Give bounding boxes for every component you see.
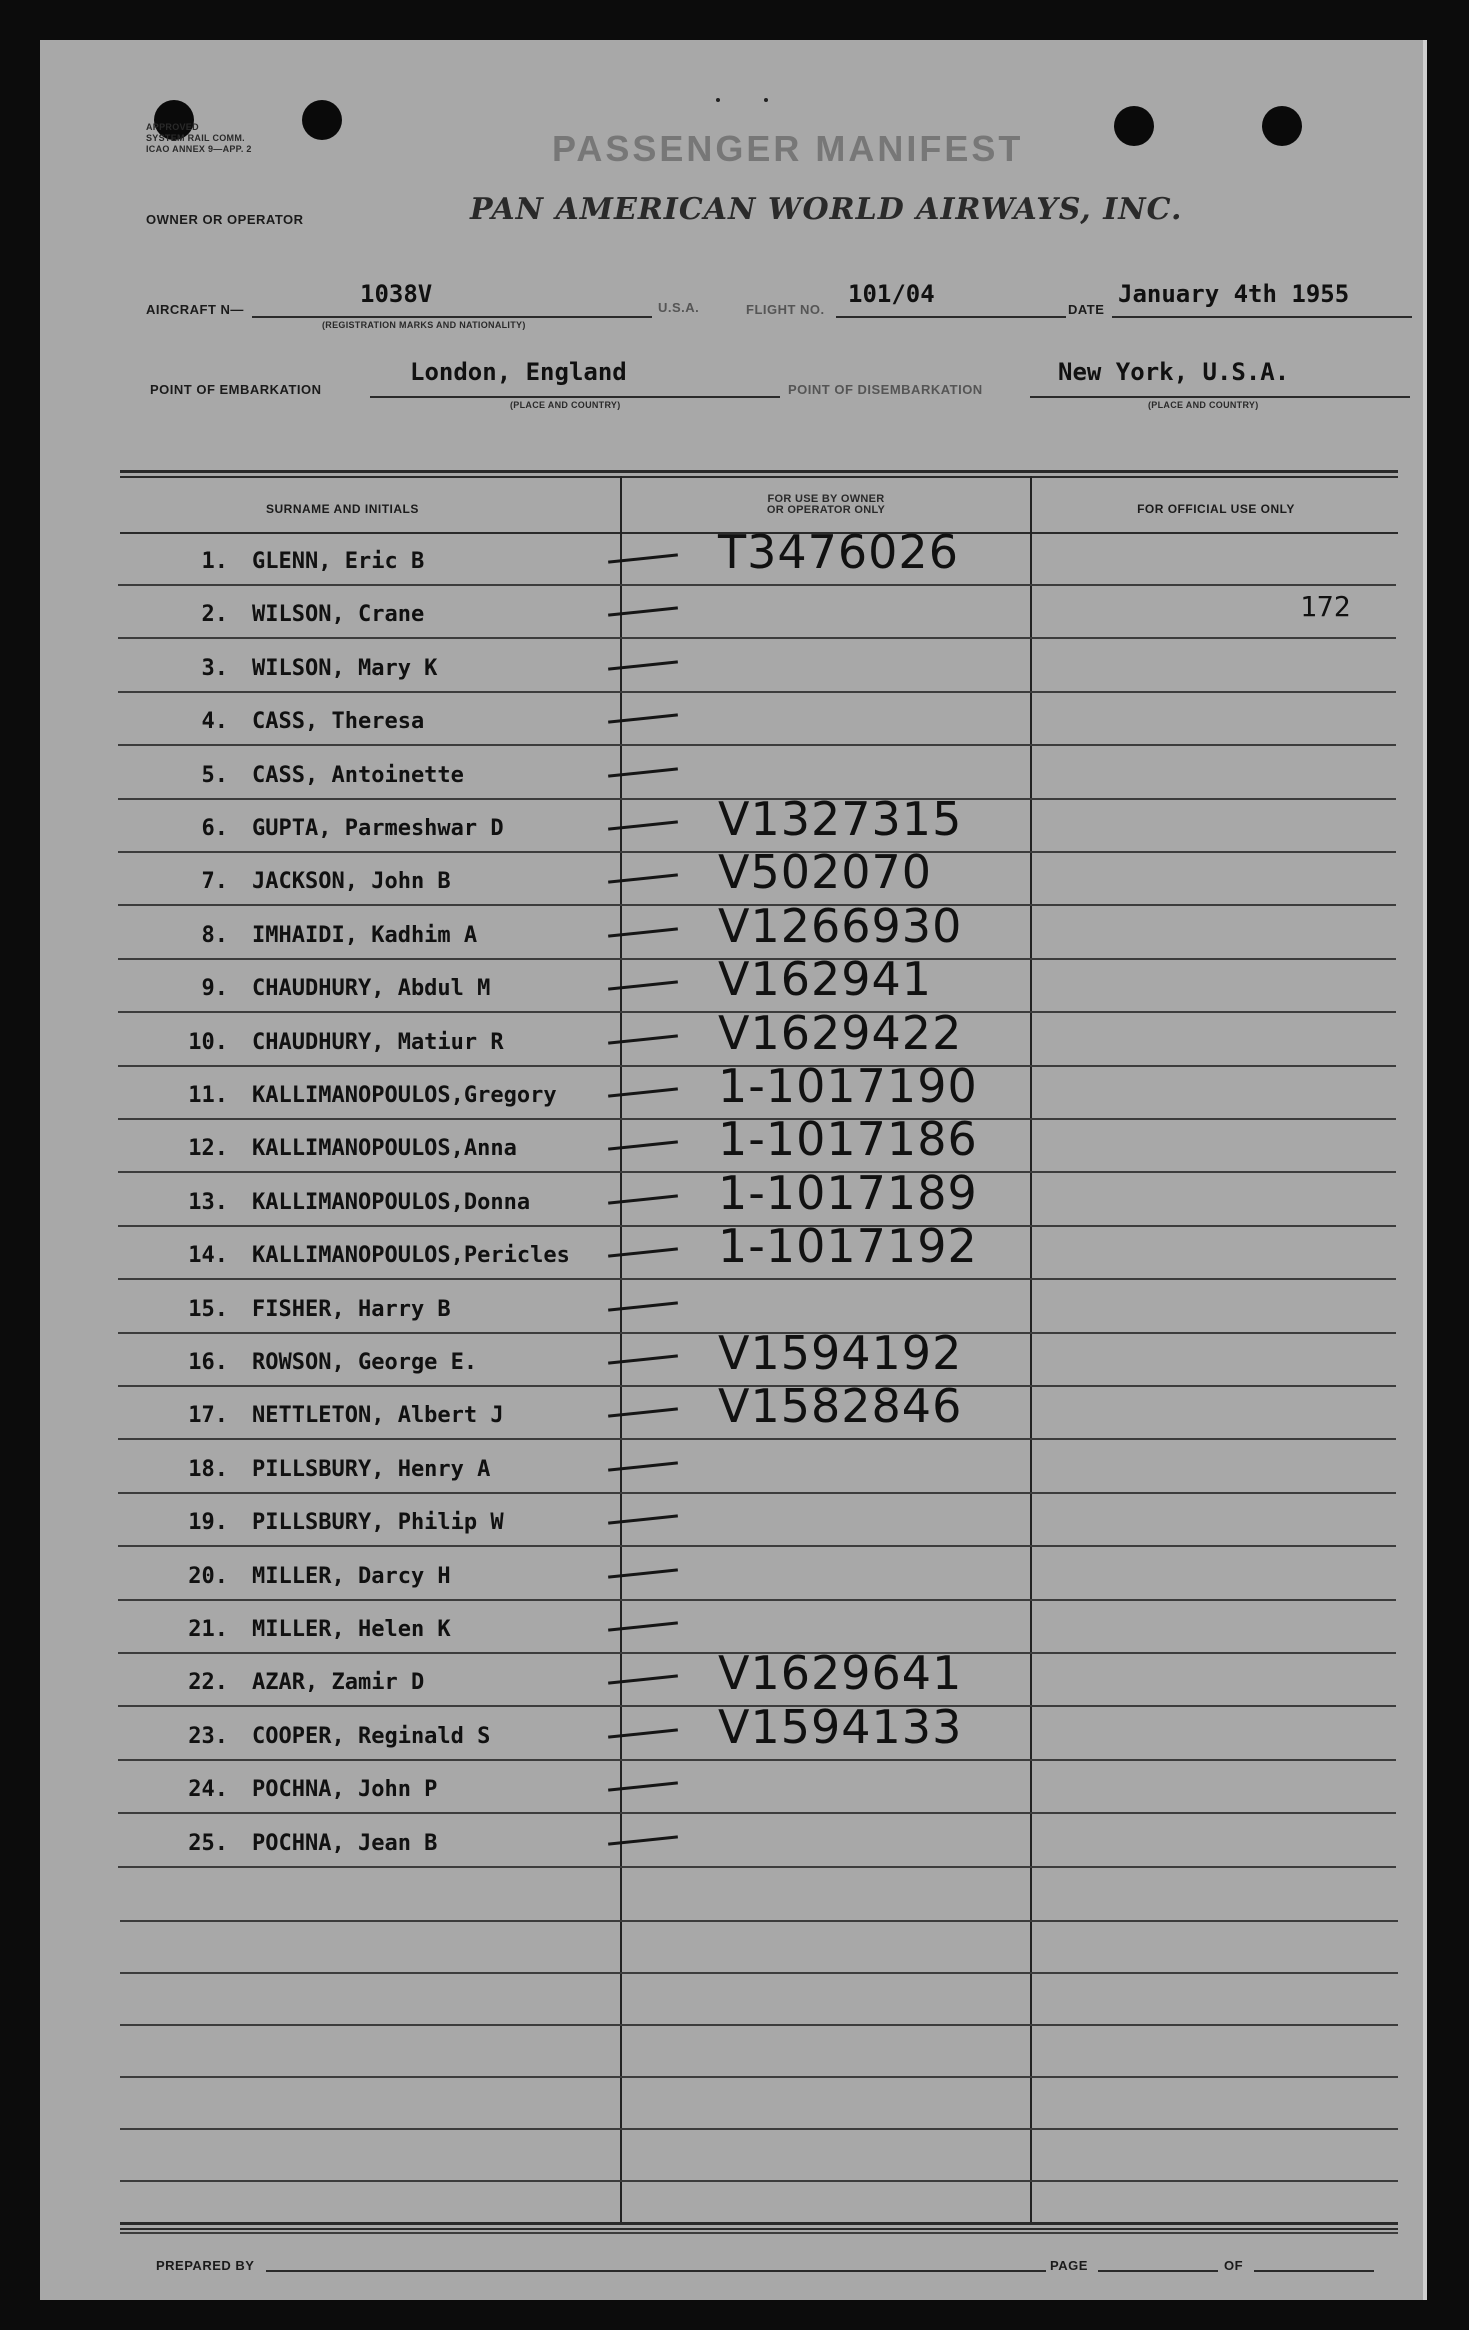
tick-mark — [608, 1354, 678, 1364]
passenger-name: KALLIMANOPOULOS,Donna — [252, 1189, 531, 1215]
passenger-number: 15. — [188, 1296, 228, 1322]
date-label: DATE — [1068, 302, 1105, 317]
tick-mark — [608, 1034, 678, 1044]
punch-hole-icon — [1262, 106, 1302, 146]
blank-rule — [120, 2024, 1398, 2026]
of-label: OF — [1224, 2258, 1244, 2273]
passenger-number: 13. — [188, 1189, 228, 1215]
blank-rule — [120, 2076, 1398, 2078]
passenger-row — [118, 1815, 1396, 1868]
ticket-number-handwritten: V1327315 — [718, 792, 963, 846]
passenger-name: WILSON, Crane — [252, 602, 425, 628]
tick-mark — [608, 714, 678, 724]
blank-rule — [120, 2232, 1398, 2234]
passenger-name: POCHNA, John P — [252, 1777, 438, 1803]
column-header-official: FOR OFFICIAL USE ONLY — [1137, 502, 1295, 516]
passenger-number: 4. — [201, 709, 228, 735]
punch-hole-icon — [302, 100, 342, 140]
blank-rule — [120, 1920, 1398, 1922]
tick-mark — [608, 820, 678, 830]
tick-mark — [608, 1568, 678, 1578]
tick-mark — [608, 553, 678, 563]
tick-mark — [608, 1835, 678, 1845]
usa-label: U.S.A. — [658, 300, 700, 315]
disembark-value: New York, U.S.A. — [1058, 358, 1290, 386]
passenger-name: NETTLETON, Albert J — [252, 1403, 504, 1429]
passenger-name: ROWSON, George E. — [252, 1350, 478, 1375]
passenger-number: 1. — [201, 549, 228, 574]
disembark-sub: (PLACE AND COUNTRY) — [1148, 400, 1259, 410]
passenger-number: 2. — [201, 602, 228, 628]
passenger-name: FISHER, Harry B — [252, 1296, 451, 1322]
tick-mark — [608, 1141, 678, 1151]
column-header-surname: SURNAME AND INITIALS — [266, 502, 419, 516]
passenger-name: AZAR, Zamir D — [252, 1670, 425, 1696]
passenger-number: 25. — [188, 1830, 228, 1856]
tick-mark — [608, 1515, 678, 1525]
ticket-number-handwritten: V1594192 — [718, 1326, 963, 1380]
passenger-row — [118, 1761, 1396, 1814]
ticket-number-handwritten: 1-1017190 — [718, 1059, 978, 1113]
ticket-number-handwritten: V162941 — [718, 952, 933, 1007]
passenger-row — [118, 1494, 1396, 1547]
passenger-name: PILLSBURY, Henry A — [252, 1456, 491, 1482]
aircraft-sub: (REGISTRATION MARKS AND NATIONALITY) — [322, 320, 526, 330]
passenger-number: 10. — [188, 1029, 228, 1055]
passenger-name: PILLSBURY, Philip W — [252, 1510, 504, 1536]
company-name: PAN AMERICAN WORLD AIRWAYS, INC. — [470, 192, 1183, 227]
embark-value: London, England — [410, 358, 627, 386]
passenger-number: 9. — [201, 976, 228, 1002]
page-label: PAGE — [1050, 2258, 1088, 2273]
column-header-owner-use: FOR USE BY OWNER OR OPERATOR ONLY — [766, 493, 886, 516]
tick-mark — [608, 1782, 678, 1792]
passenger-name: GUPTA, Parmeshwar D — [252, 816, 504, 841]
manifest-sheet — [40, 40, 1427, 2300]
ticket-number-handwritten: V1629641 — [718, 1646, 963, 1701]
flight-label: FLIGHT NO. — [746, 302, 825, 317]
passenger-name: KALLIMANOPOULOS,Gregory — [252, 1083, 557, 1108]
passenger-number: 14. — [188, 1243, 228, 1269]
passenger-name: POCHNA, Jean B — [252, 1830, 438, 1856]
passenger-number: 22. — [188, 1670, 228, 1696]
passenger-name: CHAUDHURY, Abdul M — [252, 976, 491, 1002]
passenger-number: 8. — [201, 922, 228, 948]
embark-sub: (PLACE AND COUNTRY) — [510, 400, 621, 410]
official-note: 172 — [1300, 590, 1351, 623]
passenger-row — [118, 586, 1396, 639]
page-title: PASSENGER MANIFEST — [552, 128, 1024, 169]
ticket-number-handwritten: 1-1017192 — [718, 1219, 978, 1274]
passenger-name: IMHAIDI, Kadhim A — [252, 922, 478, 948]
ticket-number-handwritten: V1629422 — [718, 1005, 963, 1060]
ticket-number-handwritten: V1266930 — [718, 898, 963, 953]
approval-block — [146, 122, 252, 155]
passenger-number: 24. — [188, 1777, 228, 1803]
ticket-number-handwritten: V1594133 — [718, 1699, 963, 1754]
tick-mark — [608, 1675, 678, 1685]
passenger-name: KALLIMANOPOULOS,Anna — [252, 1136, 517, 1162]
passenger-number: 17. — [188, 1403, 228, 1429]
ticket-number-handwritten: V502070 — [718, 845, 933, 900]
passenger-number: 12. — [188, 1136, 228, 1162]
passenger-number: 16. — [188, 1350, 228, 1375]
punch-hole-icon — [1114, 106, 1154, 146]
passenger-name: JACKSON, John B — [252, 869, 451, 895]
passenger-name: CHAUDHURY, Matiur R — [252, 1029, 504, 1055]
prepared-label: PREPARED BY — [156, 2258, 255, 2273]
tick-mark — [608, 1301, 678, 1311]
tick-mark — [608, 1194, 678, 1204]
ticket-number-handwritten: T3476026 — [718, 525, 959, 579]
tick-mark — [608, 1728, 678, 1738]
tick-mark — [608, 1248, 678, 1258]
passenger-row — [118, 525, 1396, 586]
approval-line: SYSTEM RAIL COMM. — [146, 133, 245, 143]
passenger-row — [118, 1699, 1396, 1761]
dot-mark — [764, 98, 768, 102]
passenger-number: 6. — [201, 816, 228, 841]
tick-mark — [608, 1408, 678, 1418]
tick-mark — [608, 1621, 678, 1631]
passenger-name: COOPER, Reginald S — [252, 1723, 491, 1749]
passenger-row — [118, 1219, 1396, 1280]
passenger-number: 18. — [188, 1456, 228, 1482]
passenger-number: 7. — [201, 869, 228, 895]
tick-mark — [608, 660, 678, 670]
tick-mark — [608, 1461, 678, 1471]
passenger-number: 3. — [201, 655, 228, 681]
passenger-name: KALLIMANOPOULOS,Pericles — [252, 1243, 570, 1269]
passenger-row — [118, 1441, 1396, 1494]
passenger-name: CASS, Theresa — [252, 709, 425, 735]
blank-rule — [120, 2128, 1398, 2130]
passenger-row — [118, 693, 1396, 746]
passenger-number: 20. — [188, 1563, 228, 1589]
blank-rule — [120, 2180, 1398, 2182]
disembark-label: POINT OF DISEMBARKATION — [788, 382, 983, 397]
passenger-name: WILSON, Mary K — [252, 655, 438, 681]
dot-mark — [716, 98, 720, 102]
passenger-number: 19. — [188, 1510, 228, 1536]
tick-mark — [608, 981, 678, 991]
passenger-number: 21. — [188, 1617, 228, 1642]
owner-label: OWNER OR OPERATOR — [146, 212, 304, 227]
ticket-number-handwritten: 1-1017186 — [718, 1112, 978, 1167]
flight-value: 101/04 — [848, 280, 935, 308]
passenger-number: 5. — [201, 762, 228, 788]
tick-mark — [608, 874, 678, 884]
tick-mark — [608, 767, 678, 777]
tick-mark — [608, 927, 678, 937]
embark-label: POINT OF EMBARKATION — [150, 382, 322, 397]
ticket-number-handwritten: 1-1017189 — [718, 1165, 978, 1220]
aircraft-value: 1038V — [360, 280, 433, 308]
tick-mark — [608, 607, 678, 617]
passenger-number: 23. — [188, 1723, 228, 1749]
passenger-name: CASS, Antoinette — [252, 762, 464, 788]
passenger-number: 11. — [188, 1083, 228, 1108]
aircraft-label: AIRCRAFT N— — [146, 302, 244, 317]
approval-line: APPROVED — [146, 122, 199, 132]
blank-rule — [120, 1972, 1398, 1974]
passenger-row — [118, 1379, 1396, 1440]
passenger-row — [118, 1548, 1396, 1601]
passenger-name: MILLER, Helen K — [252, 1617, 451, 1642]
approval-line: ICAO ANNEX 9—APP. 2 — [146, 144, 252, 154]
ticket-number-handwritten: V1582846 — [718, 1379, 963, 1434]
tick-mark — [608, 1087, 678, 1097]
passenger-name: MILLER, Darcy H — [252, 1563, 451, 1589]
passenger-name: GLENN, Eric B — [252, 549, 425, 574]
passenger-row — [118, 640, 1396, 693]
date-value: January 4th 1955 — [1118, 280, 1350, 308]
